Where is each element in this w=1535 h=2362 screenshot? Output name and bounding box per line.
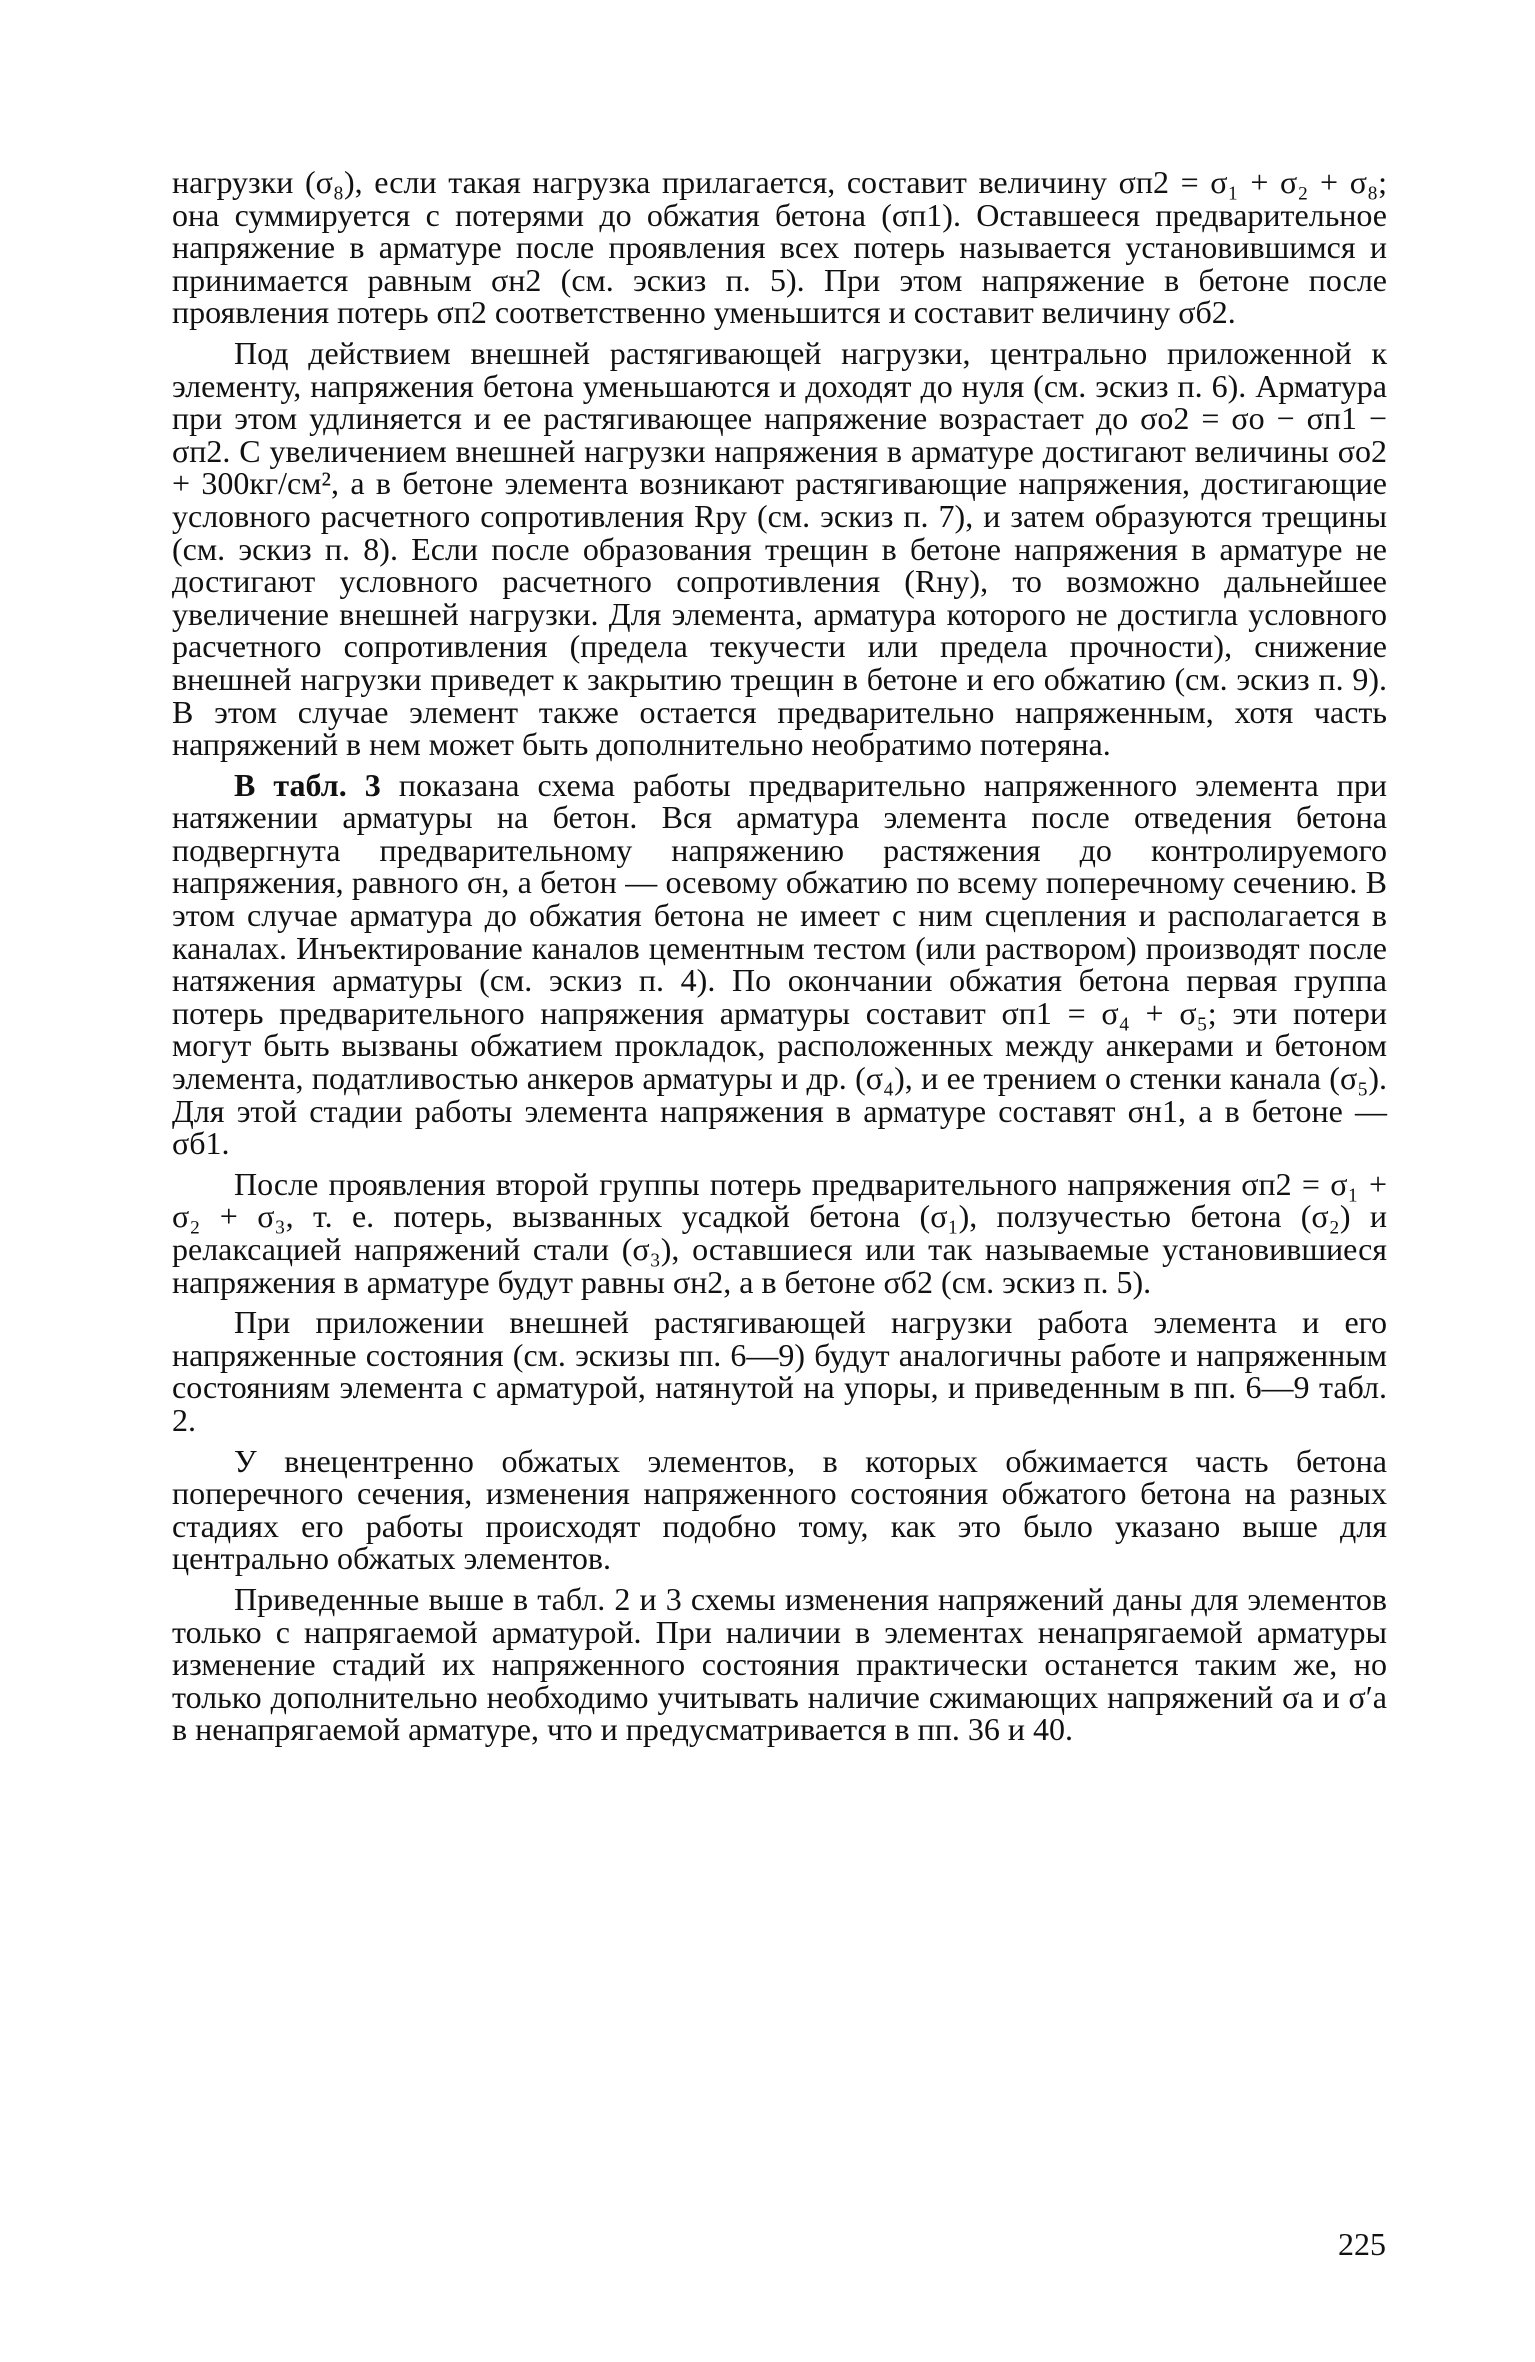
paragraph-2-text: Под действием внешней растягивающей нагрузки, центрально приложенной к элементу, напряжения бетона уменьшаются и доходят до нуля (см. эскиз п. 6). Арматура при этом удлиняется и ее растягивающее напряжение возрастает до σо2 = σо − σп1 − σп2. С увеличением внешней нагрузки напряжения в арматуре достигают величины σо2 + 300кг/см², а в бетоне элемента возникают растягивающие напряжения, достигающие условного расчетного сопротивления Rру (см. эскиз п. 7), и затем образуются трещины (см. эскиз п. 8). Если после образования трещин в бетоне напряжения в арматуре не достигают условного расчетного сопротивления (Rну), то возможно дальнейшее увеличение внешней нагрузки. Для элемента, арматура которого не достигла условного расчетного сопротивления (предела текучести или предела прочности), снижение внешней нагрузки приведет к закрытию трещин в бетоне и его обжатию (см. эскиз п. 9). В этом случае элемент также остается предварительно напряженным, хотя часть напряжений в нем может быть дополнительно необратимо потеряна. bbox=[172, 334, 1387, 763]
page-body bbox=[172, 166, 1387, 1754]
paragraph-6 bbox=[172, 1442, 1387, 1577]
paragraph-1-text: нагрузки (σ₈), если такая нагрузка прилагается, составит величину σп2 = σ₁ + σ₂ + σ₈; она суммируется с потерями до обжатия бетона (σп1). Оставшееся предварительное напряжение в арматуре после проявления всех потерь называется установившимся и принимается равным σн2 (см. эскиз п. 5). При этом напряжение в бетоне после проявления потерь σп2 соответственно уменьшится и составит величину σб2. bbox=[172, 164, 1387, 331]
paragraph-5 bbox=[172, 1306, 1387, 1436]
paragraph-6-text: У внецентренно обжатых элементов, в которых обжимается часть бетона поперечного сечения, изменения напряженного состояния обжатого бетона на разных стадиях его работы происходят подобно тому, как это было указано выше для центрально обжатых элементов. bbox=[172, 1442, 1387, 1577]
paragraph-4-text: После проявления второй группы потерь предварительного напряжения σп2 = σ₁ + σ₂ + σ₃, т. е. потерь, вызванных усадкой бетона (σ₁), ползучестью бетона (σ₂) и релаксацией напряжений стали (σ₃), оставшиеся или так называемые установившиеся напряжения в арматуре будут равны σн2, а в бетоне σб2 (см. эскиз п. 5). bbox=[172, 1165, 1387, 1300]
paragraph-3-text: показана схема работы предварительно напряженного элемента при натяжении арматуры на бетон. Вся арматура элемента после отведения бетона подвергнута предварительному напряжению растяжения до контролируемого напряжения, равного σн, а бетон — осевому обжатию по всему поперечному сечению. В этом случае арматура до обжатия бетона не имеет с ним сцепления и располагается в каналах. Инъектирование каналов цементным тестом (или раствором) производят после натяжения арматуры (см. эскиз п. 4). По окончании обжатия бетона первая группа потерь предварительного напряжения арматуры составит σп1 = σ₄ + σ₅; эти потери могут быть вызваны обжатием прокладок, расположенных между анкерами и бетоном элемента, податливостью анкеров арматуры и др. (σ₄), и ее трением о стенки канала (σ₅). Для этой стадии работы элемента напряжения в арматуре составят σн1, а в бетоне — σб1. bbox=[172, 766, 1388, 1162]
paragraph-4 bbox=[172, 1165, 1387, 1300]
paragraph-2 bbox=[172, 334, 1387, 763]
page-number: 225 bbox=[1338, 2226, 1386, 2262]
paragraph-1 bbox=[172, 166, 1387, 329]
paragraph-3 bbox=[172, 766, 1388, 1162]
paragraph-7 bbox=[172, 1580, 1387, 1748]
paragraph-5-text: При приложении внешней растягивающей нагрузки работа элемента и его напряженные состояния (см. эскизы пп. 6—9) будут аналогичны работе и напряженным состояниям элемента с арматурой, натянутой на упоры, и приведенным в пп. 6—9 табл. 2. bbox=[172, 1304, 1387, 1438]
paragraph-3-lead: В табл. 3 bbox=[234, 766, 381, 803]
paragraph-7-text: Приведенные выше в табл. 2 и 3 схемы изменения напряжений даны для элементов только с напрягаемой арматурой. При наличии в элементах ненапрягаемой арматуры изменение стадий их напряженного состояния практически останется таким же, но только дополнительно необходимо учитывать наличие сжимающих напряжений σа и σ′а в ненапрягаемой арматуре, что и предусматривается в пп. 36 и 40. bbox=[172, 1580, 1387, 1748]
